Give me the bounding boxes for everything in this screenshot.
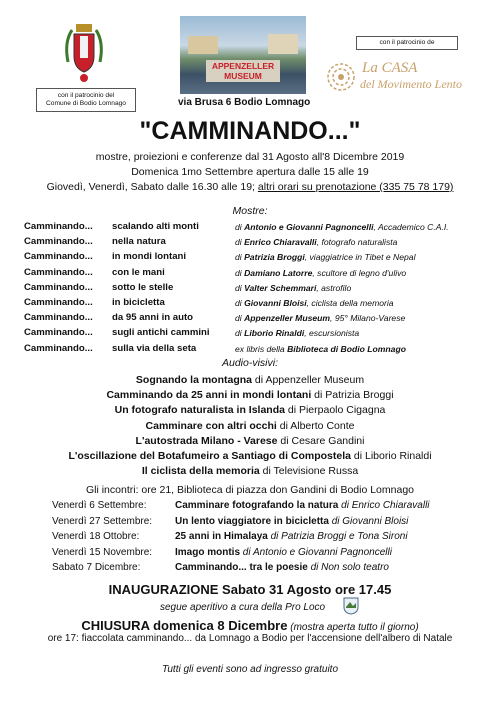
audio-title: L'autostrada Milano - Varese <box>135 434 278 447</box>
audio-title: Un fotografo naturalista in Islanda <box>114 404 285 417</box>
audio-item <box>0 450 500 462</box>
mostra-author-name: Biblioteca di Bodio Lomnago <box>287 343 406 354</box>
audio-title: Il ciclista della memoria <box>141 465 260 478</box>
incontro-row <box>0 562 500 576</box>
comune-crest-logo <box>62 22 106 86</box>
subtitle-hours <box>0 181 500 193</box>
mostra-row <box>0 251 500 265</box>
mostra-prefix: Camminando... <box>24 266 93 278</box>
aperitivo: segue aperitivo a cura della Pro Loco <box>160 602 326 613</box>
audio-author: di Cesare Gandini <box>277 434 365 447</box>
incontro-date: Sabato 7 Dicembre: <box>52 562 141 573</box>
audio-author: di Appenzeller Museum <box>252 374 365 386</box>
appenzeller-museum-photo <box>180 16 306 94</box>
mostra-author <box>235 313 405 323</box>
mostra-author-post: , 95° Milano-Varese <box>330 313 406 324</box>
mostra-title: sotto le stelle <box>112 281 174 293</box>
casa-patronage-box <box>356 36 458 50</box>
casa-patronage-label: con il patrocinio de <box>379 39 435 46</box>
mostra-author <box>235 328 359 338</box>
incontro-date: Venerdì 27 Settembre: <box>52 515 153 527</box>
mostra-author-pre: di <box>235 267 245 278</box>
mostra-title: con le mani <box>112 266 165 278</box>
mostra-row <box>0 236 500 250</box>
mostra-title: in bicicletta <box>112 297 165 308</box>
mostra-prefix: Camminando... <box>24 281 93 293</box>
mostra-title: scalando alti monti <box>112 221 199 232</box>
mostra-row <box>0 312 500 326</box>
mostra-author-pre: di <box>235 313 245 324</box>
incontro-title: 25 anni in Himalaya <box>175 531 268 542</box>
incontro-speaker: di Enrico Chiaravalli <box>338 500 430 511</box>
mostra-row <box>0 267 500 281</box>
mostre-heading: Mostre: <box>232 205 268 217</box>
audio-author: di Televisione Russa <box>259 465 359 478</box>
mostra-row <box>0 221 500 235</box>
incontro-speaker: di Antonio e Giovanni Pagnoncelli <box>240 546 392 558</box>
mostra-prefix: Camminando... <box>24 236 93 248</box>
audio-item <box>0 435 500 447</box>
audio-author: di Patrizia Broggi <box>311 389 394 402</box>
incontro-talk <box>175 516 408 527</box>
incontro-date: Venerdì 18 Ottobre: <box>52 531 140 542</box>
mostra-author-pre: di <box>235 298 245 308</box>
mostra-prefix: Camminando... <box>24 312 93 324</box>
subtitle-dates: mostre, proiezioni e conferenze dal 31 Agosto all'8 Dicembre 2019 <box>95 151 405 163</box>
mostra-prefix: Camminando... <box>24 297 93 308</box>
mostra-author-name: Giovanni Bloisi <box>244 298 307 308</box>
audio-author: di Liborio Rinaldi <box>351 450 432 462</box>
audio-title: Camminando da 25 anni in mondi lontani <box>106 389 312 402</box>
audio-item <box>0 389 500 401</box>
mostra-prefix: Camminando... <box>24 342 93 354</box>
incontro-row <box>0 531 500 545</box>
mostra-author <box>235 237 397 247</box>
comune-patronage-line2: Comune di Bodio Lomnago <box>46 100 126 107</box>
mostra-title: nella natura <box>112 236 166 248</box>
mostra-author <box>235 344 406 354</box>
mostra-author-pre: di <box>235 252 245 263</box>
incontro-talk <box>175 562 389 573</box>
audio-item <box>0 404 500 416</box>
museum-sign-line1: APPENZELLER <box>211 61 275 71</box>
mostra-author-pre: di <box>235 237 245 248</box>
incontro-title: Imago montis <box>175 546 241 558</box>
mostra-author <box>235 252 415 262</box>
mostra-author-post: , fotografo naturalista <box>316 237 398 248</box>
mostra-author-name: Liborio Rinaldi <box>244 328 305 339</box>
subtitle-opening: Domenica 1mo Settembre apertura dalle 15 alle 19 <box>131 166 369 178</box>
audio-heading: Audio-visivi: <box>221 357 279 369</box>
casa-logo-line2: del Movimento Lento <box>360 77 462 91</box>
mostra-author-name: Appenzeller Museum <box>244 313 331 324</box>
comune-patronage-line1: con il patrocinio del <box>57 92 115 99</box>
mostra-author-pre: di <box>235 282 245 293</box>
mostra-title: da 95 anni in auto <box>112 312 194 324</box>
audio-item <box>0 420 500 432</box>
mostra-title: in mondi lontani <box>112 251 187 263</box>
mostra-author-name: Patrizia Broggi <box>244 252 305 263</box>
incontro-speaker: di Patrizia Broggi e Tona Sironi <box>267 531 408 542</box>
mostra-row <box>0 282 500 296</box>
audio-author: di Pierpaolo Cigagna <box>284 404 386 417</box>
mostra-author-post: , viaggiatrice in Tibet e Nepal <box>304 252 416 263</box>
hours-text: Giovedì, Venerdì, Sabato dalle 16.30 alle 19; <box>46 181 258 193</box>
audio-item <box>0 465 500 477</box>
audio-title: Sognando la montagna <box>135 374 253 386</box>
mostra-author-pre: di <box>235 328 245 339</box>
incontro-date: Venerdì 6 Settembre: <box>52 500 147 511</box>
casa-movimento-lento-logo <box>326 60 486 96</box>
mostra-row <box>0 297 500 311</box>
audio-title: Camminare con altri occhi <box>145 419 277 432</box>
mostra-prefix: Camminando... <box>24 221 93 232</box>
inaugurazione: INAUGURAZIONE Sabato 31 Agosto ore 17.45 <box>108 582 392 597</box>
mostra-author-post: , astrofilo <box>316 282 352 293</box>
pro-loco-icon <box>343 597 359 615</box>
museum-sign-line2: MUSEUM <box>224 71 262 81</box>
comune-patronage-box <box>36 88 136 112</box>
mostra-title: sugli antichi cammini <box>112 327 210 339</box>
booking-link[interactable]: altri orari su prenotazione (335 75 78 179) <box>257 181 454 193</box>
mostra-author-pre: ex libris della <box>235 343 288 354</box>
incontro-row <box>0 516 500 530</box>
mostra-author-post: , Accademico C.A.I. <box>373 222 449 232</box>
mostra-row <box>0 327 500 341</box>
mostra-prefix: Camminando... <box>24 327 93 339</box>
incontro-row <box>0 500 500 514</box>
mostra-author <box>235 283 351 293</box>
mostra-author-post: , escursionista <box>304 328 360 339</box>
incontro-title: Camminare fotografando la natura <box>175 500 339 511</box>
mostra-prefix: Camminando... <box>24 251 93 263</box>
footer-free-entry: Tutti gli eventi sono ad ingresso gratuito <box>161 664 339 675</box>
mostra-author-post: , scultore di legno d'ulivo <box>312 267 407 278</box>
incontro-speaker: di Giovanni Bloisi <box>328 515 409 527</box>
audio-title: L'oscillazione del Botafumeiro a Santiago di Compostela <box>68 450 351 462</box>
mostra-author-post: , ciclista della memoria <box>306 298 394 308</box>
incontri-heading: Gli incontri: ore 21, Biblioteca di piazza don Gandini di Bodio Lomnago <box>85 484 415 496</box>
mostra-author-pre: di <box>235 222 245 232</box>
spiral-icon <box>326 62 356 92</box>
mostra-row <box>0 343 500 357</box>
incontro-talk <box>175 500 430 511</box>
mostra-author-name: Enrico Chiaravalli <box>244 237 317 248</box>
incontro-row <box>0 547 500 561</box>
incontro-talk <box>175 547 392 558</box>
mostra-author-name: Antonio e Giovanni Pagnoncelli <box>244 222 374 232</box>
incontro-date: Venerdì 15 Novembre: <box>52 546 153 558</box>
mostra-author <box>235 222 449 232</box>
audio-author: di Alberto Conte <box>276 419 355 432</box>
incontro-title: Camminando... tra le poesie <box>175 562 308 573</box>
chiusura-note: (mostra aperta tutto il giorno) <box>287 622 419 633</box>
audio-item <box>0 374 500 386</box>
chiusura-bold: CHIUSURA domenica 8 Dicembre <box>81 618 288 633</box>
casa-logo-line1: La CASA <box>362 60 418 76</box>
museum-sign <box>206 60 280 82</box>
museum-address: via Brusa 6 Bodio Lomnago <box>178 97 311 108</box>
mostra-author <box>235 268 406 278</box>
fiaccolata: ore 17: fiaccolata camminando... da Lomnago a Bodio per l'accensione dell'albero di Natale <box>47 633 453 644</box>
incontro-speaker: di Non solo teatro <box>307 562 389 573</box>
page-title: "CAMMINANDO..." <box>139 117 361 145</box>
incontro-talk <box>175 531 408 542</box>
mostra-author <box>235 298 394 308</box>
incontro-title: Un lento viaggiatore in bicicletta <box>175 515 329 527</box>
mostra-author-name: Valter Schemmari <box>244 282 317 293</box>
mostra-author-name: Damiano Latorre <box>244 267 313 278</box>
mostra-title: sulla via della seta <box>112 342 197 354</box>
